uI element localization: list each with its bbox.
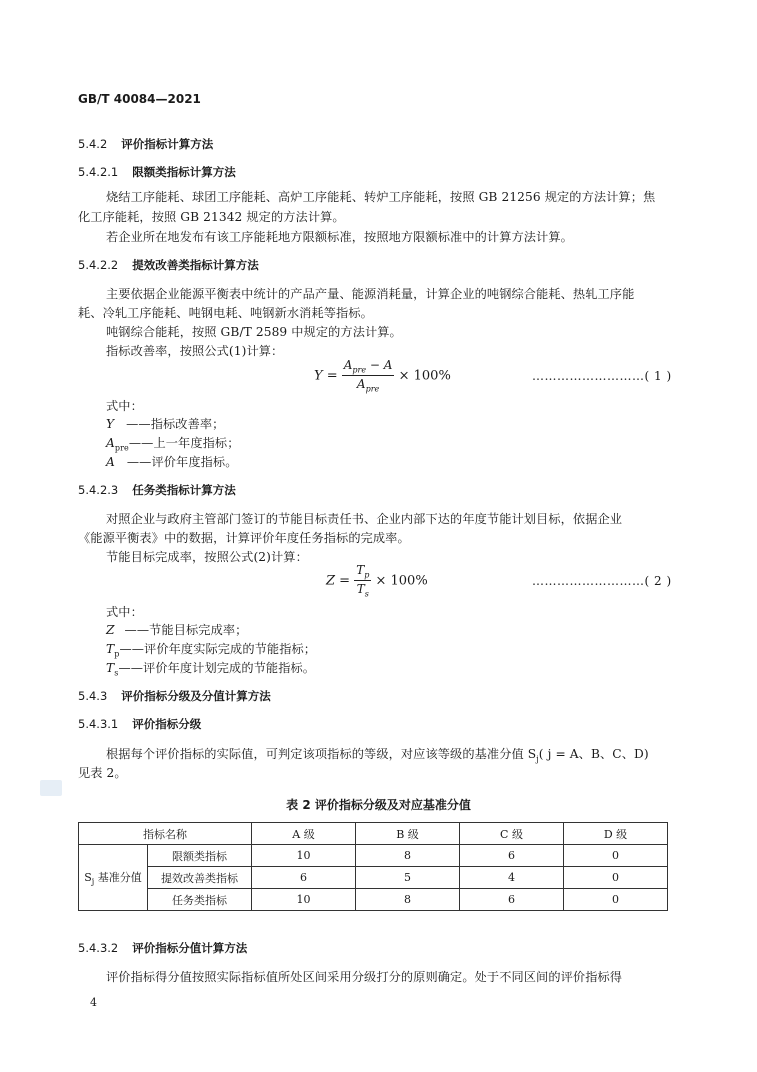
variable-def: $T_p——$评价年度实际完成的节能指标； [106,642,317,659]
paragraph-line: 节能目标完成率，按照公式(2)计算： [106,550,308,564]
section-title: 提效改善类指标计算方法 [132,258,259,272]
table-cell: 6 [460,845,564,867]
section-5-4-3-2-heading [78,940,247,956]
table-cell: 10 [252,889,356,911]
variable-def: Y ——指标改善率； [106,417,225,431]
fraction-denominator: $T_s$ [356,582,369,599]
paragraph-line: 对照企业与政府主管部门签订的节能目标责任书、企业内部下达的年度节能计划目标，依据企业 [106,512,623,526]
fraction-denominator: $A_{pre}$ [356,377,380,394]
fraction-numerator: $T_p$ [356,563,370,580]
section-5-4-3-1-heading [78,716,201,732]
watermark-stamp [40,780,62,796]
where-label: 式中： [106,399,143,413]
table-2 [78,822,668,911]
table-cell: 5 [356,867,460,889]
formula-number: ( 2 ) [644,574,672,588]
formula-1 [314,358,451,394]
section-number: 5.4.3.1 [78,717,119,731]
group-label-cell: $S_j$ 基准分值 [79,845,148,911]
formula-number: ( 1 ) [644,369,672,383]
table-header-cell: D 级 [564,823,668,845]
variable-def: Z ——节能目标完成率； [106,623,248,637]
table-row [79,867,668,889]
section-title: 评价指标分级及分值计算方法 [121,689,271,703]
row-name-cell: 提效改善类指标 [148,867,252,889]
table-cell: 0 [564,867,668,889]
fraction-numerator: $A_{pre} - A$ [343,358,393,375]
section-5-4-2-3-heading [78,482,236,498]
table-header-cell: C 级 [460,823,564,845]
table-cell: 4 [460,867,564,889]
section-5-4-2-1-heading [78,164,236,180]
paragraph-line: 烧结工序能耗、球团工序能耗、高炉工序能耗、转炉工序能耗，按照 GB 21256 规定的方法计算；焦 [106,190,656,204]
section-number: 5.4.3 [78,689,108,703]
table-cell: 0 [564,889,668,911]
paragraph-line: 根据每个评价指标的实际值，可判定该项指标的等级，对应该等级的基准分值 $S_j$( j = A、B、C、D) [106,747,649,764]
formula-1-leader: ………………………( 1 ) [532,369,672,383]
variable-def: A ——评价年度指标。 [106,455,238,469]
table-header-row [79,823,668,845]
table-row [79,845,668,867]
table-header-cell: A 级 [252,823,356,845]
paragraph-line: 化工序能耗，按照 GB 21342 规定的方法计算。 [78,210,345,224]
table-cell: 8 [356,889,460,911]
section-5-4-3-heading [78,688,271,704]
formula-tail: × 100% [375,573,428,589]
table-header-cell: 指标名称 [79,823,252,845]
row-name-cell: 限额类指标 [148,845,252,867]
variable-def: $T_s——$评价年度计划完成的节能指标。 [106,661,316,678]
section-title: 限额类指标计算方法 [132,165,236,179]
table-cell: 6 [252,867,356,889]
standard-number: GB/T 40084—2021 [78,92,201,106]
formula-fraction [354,563,371,599]
paragraph-line: 指标改善率，按照公式(1)计算： [106,344,284,358]
section-title: 评价指标分值计算方法 [132,941,248,955]
table-cell: 10 [252,845,356,867]
formula-2 [326,563,428,599]
section-number: 5.4.2 [78,137,108,151]
section-number: 5.4.2.3 [78,483,119,497]
formula-lhs: Y = [314,368,338,384]
section-5-4-2-heading [78,136,213,152]
section-number: 5.4.3.2 [78,941,119,955]
section-title: 评价指标计算方法 [121,137,214,151]
section-number: 5.4.2.1 [78,165,119,179]
table-row [79,889,668,911]
section-title: 评价指标分级 [132,717,202,731]
formula-2-leader: ………………………( 2 ) [532,574,672,588]
table-caption: 表 2 评价指标分级及对应基准分值 [286,798,471,812]
paragraph-line: 《能源平衡表》中的数据，计算评价年度任务指标的完成率。 [78,531,410,545]
paragraph-line: 主要依据企业能源平衡表中统计的产品产量、能源消耗量，计算企业的吨钢综合能耗、热轧工序能 [106,287,635,301]
variable-def: $A_{pre}——$上一年度指标； [106,436,240,453]
page-number: 4 [90,996,98,1009]
formula-fraction [342,358,395,394]
paragraph-line: 见表 2。 [78,766,127,780]
section-number: 5.4.2.2 [78,258,119,272]
where-label: 式中： [106,605,143,619]
table-cell: 6 [460,889,564,911]
formula-tail: × 100% [398,368,451,384]
table-cell: 0 [564,845,668,867]
row-name-cell: 任务类指标 [148,889,252,911]
section-title: 任务类指标计算方法 [132,483,236,497]
section-5-4-2-2-heading [78,257,259,273]
paragraph-line: 耗、冷轧工序能耗、吨钢电耗、吨钢新水消耗等指标。 [78,306,373,320]
paragraph-line: 若企业所在地发布有该工序能耗地方限额标准，按照地方限额标准中的计算方法计算。 [106,230,573,244]
table-cell: 8 [356,845,460,867]
paragraph-line: 评价指标得分值按照实际指标值所处区间采用分级打分的原则确定。处于不同区间的评价指标得 [106,970,623,984]
table-header-cell: B 级 [356,823,460,845]
paragraph-line: 吨钢综合能耗，按照 GB/T 2589 中规定的方法计算。 [106,325,402,339]
formula-lhs: Z = [326,573,351,589]
